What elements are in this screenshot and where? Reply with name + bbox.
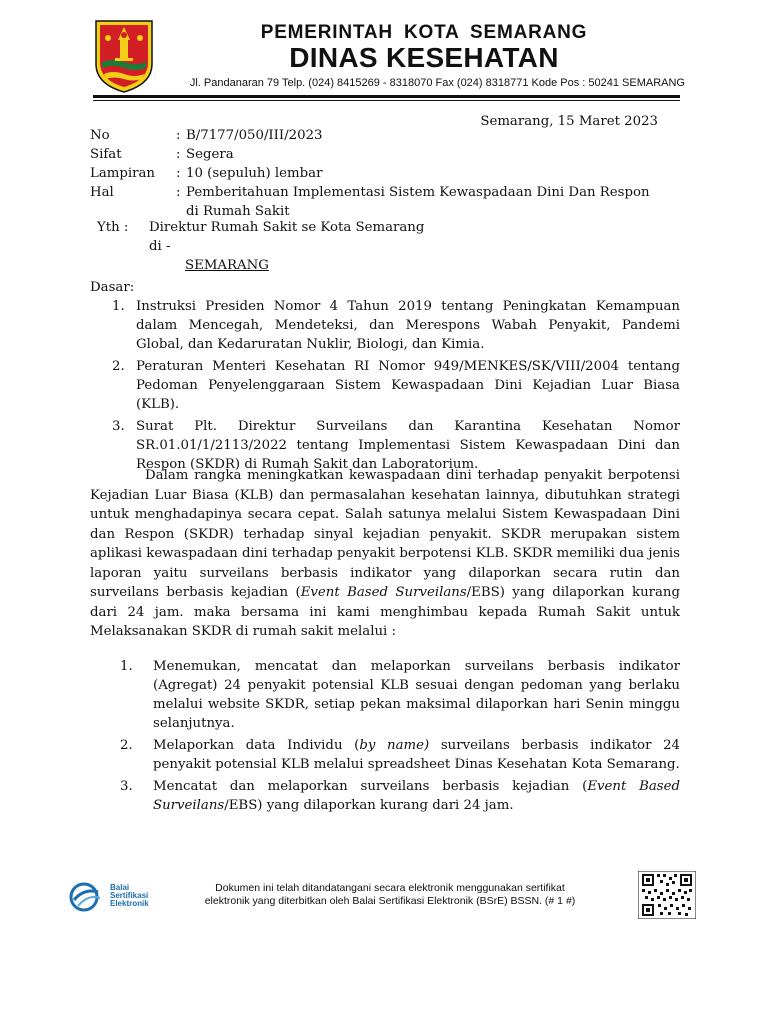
meta-colon: : — [176, 166, 181, 181]
list-text: Peraturan Menteri Kesehatan RI Nomor 949/MENKES/SK/VIII/2004 tentang Pedoman Penyelenggaraan Sistem Kewaspadaan Dini Kejadian Luar Biasa (KLB). — [136, 359, 680, 412]
list-text: Surat Plt. Direktur Surveilans dan Karantina Kesehatan Nomor SR.01.01/1/2113/2022 tentang Implementasi Sistem Kewaspadaan Dini dan Respon (SKDR) di Rumah Sakit dan Laboratorium. — [136, 419, 680, 472]
esign-notice-line: Dokumen ini telah ditandatangani secara elektronik menggunakan sertifikat — [215, 882, 565, 894]
meta-value: Segera — [186, 147, 234, 162]
qr-code-icon — [638, 871, 696, 919]
government-title: PEMERINTAH KOTA SEMARANG — [260, 22, 588, 43]
action-list — [120, 657, 680, 818]
basis-list — [112, 297, 680, 477]
bsre-line: Elektronik — [110, 899, 149, 908]
meta-label: Sifat — [90, 147, 122, 162]
list-text — [153, 736, 680, 774]
body-text-part1: Dalam rangka meningkatkan kewaspadaan dini terhadap penyakit berpotensi Kejadian Luar Biasa (KLB) dan permasalahan kesehatan lainnya, dibutuhkan strategi untuk menghadapinya secara cepat. Salah satunya melalui Sistem Kewaspadaan Dini dan Respon (SKDR) terhadap sinyal kejadian penyakit. SKDR merupakan sistem aplikasi kewaspadaan dini terhadap penyakit berpotensi KLB. SKDR memiliki dua jenis laporan yaitu surveilans berbasis indikator yang dilaporkan secara rutin dan surveilans berbasis kejadian ( — [90, 468, 680, 600]
meta-value: B/7177/050/III/2023 — [186, 128, 323, 143]
list-text-post: /EBS) yang dilaporkan kurang dari 24 jam. — [224, 798, 514, 813]
recipient-city-wrap — [97, 256, 597, 275]
body-text-part2: /EBS) yang dilaporkan kurang dari 24 jam. maka bersama ini kami menghimbau kepada Rumah Sakit untuk Melaksanakan SKDR di rumah sakit melalui : — [90, 585, 680, 639]
list-number: 2. — [120, 738, 133, 753]
list-item — [112, 357, 680, 414]
list-text — [153, 777, 680, 815]
meta-label: No — [90, 128, 110, 143]
meta-label: Lampiran — [90, 166, 155, 181]
body-text-italic: Event Based Surveilans — [300, 585, 467, 600]
list-number: 3. — [112, 419, 125, 434]
list-text: Instruksi Presiden Nomor 4 Tahun 2019 tentang Peningkatan Kemampuan dalam Mencegah, Mendeteksi, dan Merespons Wabah Penyakit, Pandemi Global, dan Kedaruratan Nuklir, Biologi, dan Kimia. — [136, 299, 680, 352]
body-paragraph — [90, 466, 680, 642]
meta-colon: : — [176, 147, 181, 162]
bsre-line: Sertifikasi — [110, 891, 149, 900]
list-text-pre: Mencatat dan melaporkan surveilans berbasis kejadian ( — [153, 779, 588, 794]
recipient-at: di - — [149, 239, 171, 254]
list-text-post: surveilans berbasis indikator 24 penyakit potensial KLB melalui spreadsheet Dinas Kesehatan Kota Semarang. — [153, 738, 680, 772]
header-rule-thin — [93, 100, 680, 101]
list-item — [120, 736, 680, 774]
recipient-block — [97, 218, 597, 275]
recipient-label: Yth : — [97, 220, 129, 235]
meta-row-attachment — [90, 164, 680, 183]
bsre-line: Balai — [110, 883, 130, 892]
esign-notice-line: elektronik yang diterbitkan oleh Balai Sertifikasi Elektronik (BSrE) BSSN. (# 1 #) — [204, 895, 576, 907]
list-number: 1. — [120, 659, 133, 674]
recipient-row — [97, 218, 597, 237]
list-item — [120, 777, 680, 815]
header-rule-thick — [93, 95, 680, 98]
semarang-emblem-logo — [93, 18, 155, 94]
letter-date: Semarang, 15 Maret 2023 — [480, 114, 658, 129]
list-item — [120, 657, 680, 733]
list-text — [153, 657, 680, 733]
list-item — [112, 297, 680, 354]
meta-row-nature — [90, 145, 680, 164]
meta-colon: : — [176, 128, 181, 143]
meta-value: 10 (sepuluh) lembar — [186, 166, 323, 181]
meta-label: Hal — [90, 185, 114, 200]
recipient-name: Direktur Rumah Sakit se Kota Semarang — [149, 220, 425, 235]
bsre-wordmark — [110, 884, 149, 908]
esign-notice — [180, 882, 600, 908]
list-number: 2. — [112, 359, 125, 374]
meta-row-subject — [90, 183, 680, 221]
list-text-pre: Menemukan, mencatat dan melaporkan surveilans berbasis indikator (Agregat) 24 penyakit potensial KLB sesuai dengan pedoman yang berlaku melalui website SKDR, setiap pekan maksimal dilaporkan hari Senin minggu selanjutnya. — [153, 659, 680, 731]
department-title: DINAS KESEHATAN — [289, 42, 559, 73]
office-address: Jl. Pandanaran 79 Telp. (024) 8415269 - 8318070 Fax (024) 8318771 Kode Pos : 50241 SEMARANG — [189, 77, 685, 89]
meta-value: Pemberitahuan Implementasi Sistem Kewaspadaan Dini Dan Respon di Rumah Sakit — [186, 185, 650, 219]
meta-colon: : — [176, 185, 181, 200]
recipient-city: SEMARANG — [185, 258, 269, 273]
meta-row-number — [90, 126, 680, 145]
list-text-italic: by name) — [359, 738, 430, 753]
list-number: 1. — [112, 299, 125, 314]
list-text-pre: Melaporkan data Individu ( — [153, 738, 360, 753]
basis-label: Dasar: — [90, 280, 135, 295]
list-text-italic: Event Based Surveilans — [153, 779, 681, 813]
list-number: 3. — [120, 779, 133, 794]
letter-meta — [90, 126, 680, 221]
